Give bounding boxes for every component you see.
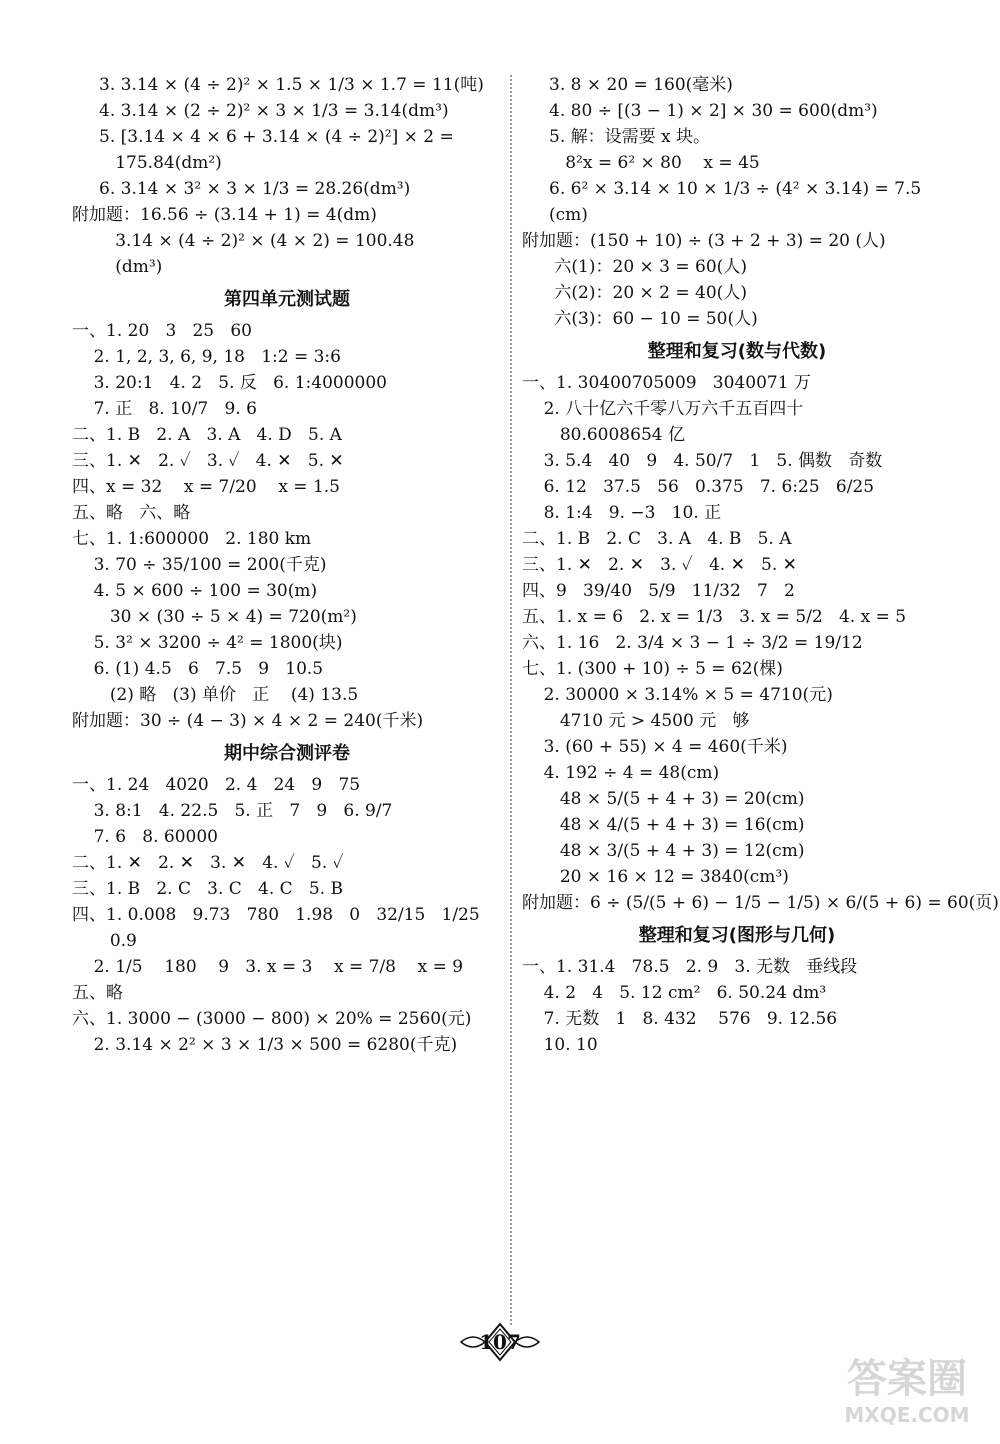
answer-line: 10. 10 bbox=[522, 1035, 598, 1055]
answer-line: 175.84(dm²) bbox=[72, 153, 222, 173]
answer-line: 二、1. B 2. C 3. A 4. B 5. A bbox=[522, 529, 792, 549]
answer-line: 30 × (30 ÷ 5 × 4) = 720(m²) bbox=[72, 607, 357, 627]
answer-line: 3. 8 × 20 = 160(毫米) bbox=[522, 75, 733, 95]
answer-line: 二、1. ✕ 2. ✕ 3. ✕ 4. ✓ 5. ✓ bbox=[72, 853, 344, 873]
answer-line: 2. 八十亿六千零八万六千五百四十 bbox=[522, 399, 804, 419]
answer-line: 七、1. 1:600000 2. 180 km bbox=[72, 529, 312, 549]
answer-line: 5. 解：设需要 x 块。 bbox=[522, 127, 711, 147]
answer-line: 六、1. 3000 − (3000 − 800) × 20% = 2560(元) bbox=[72, 1009, 472, 1029]
answer-line: 20 × 16 × 12 = 3840(cm³) bbox=[522, 867, 789, 887]
answer-line: 4. 2 4 5. 12 cm² 6. 50.24 dm³ bbox=[522, 983, 827, 1003]
answer-line: 附加题：30 ÷ (4 − 3) × 4 × 2 = 240(千米) bbox=[72, 711, 424, 731]
answer-line: 48 × 4/(5 + 4 + 3) = 16(cm) bbox=[522, 815, 805, 835]
answer-line: 5. 3² × 3200 ÷ 4² = 1800(块) bbox=[72, 633, 343, 653]
answer-line: 3. 5.4 40 9 4. 50/7 1 5. 偶数 奇数 bbox=[522, 451, 883, 471]
answer-line: (dm³) bbox=[72, 257, 163, 277]
answer-line: 4. 3.14 × (2 ÷ 2)² × 3 × 1/3 = 3.14(dm³) bbox=[72, 101, 449, 121]
answer-line: 6. 12 37.5 56 0.375 7. 6:25 6/25 bbox=[522, 477, 875, 497]
answer-line: (cm) bbox=[522, 205, 588, 225]
watermark-small: MXQE.COM bbox=[844, 1403, 970, 1427]
answer-line: 8²x = 6² × 80 x = 45 bbox=[522, 153, 760, 173]
answer-line: 7. 正 8. 10/7 9. 6 bbox=[72, 399, 257, 419]
answer-line: 一、1. 20 3 25 60 bbox=[72, 321, 252, 341]
answer-line: 附加题：16.56 ÷ (3.14 + 1) = 4(dm) bbox=[72, 205, 377, 225]
answer-line: 附加题：(150 + 10) ÷ (3 + 2 + 3) = 20 (人) bbox=[522, 231, 886, 251]
answer-line: 5. [3.14 × 4 × 6 + 3.14 × (4 ÷ 2)²] × 2 = bbox=[72, 127, 454, 147]
answer-line: 四、1. 0.008 9.73 780 1.98 0 32/15 1/25 bbox=[72, 905, 480, 925]
answer-line: 六、1. 16 2. 3/4 × 3 − 1 ÷ 3/2 = 19/12 bbox=[522, 633, 863, 653]
watermark-big: 答案圈 bbox=[847, 1356, 967, 1402]
answer-line: 五、1. x = 6 2. x = 1/3 3. x = 5/2 4. x = 5 bbox=[522, 607, 907, 627]
answer-line: 3.14 × (4 ÷ 2)² × (4 × 2) = 100.48 bbox=[72, 231, 415, 251]
answer-line: (2) 略 (3) 单价 正 (4) 13.5 bbox=[72, 685, 359, 705]
answer-line: 2. 30000 × 3.14% × 5 = 4710(元) bbox=[522, 685, 833, 705]
answer-line: 48 × 3/(5 + 4 + 3) = 12(cm) bbox=[522, 841, 805, 861]
section-heading: 第四单元测试题 bbox=[224, 289, 350, 310]
answer-line: 3. 20:1 4. 2 5. 反 6. 1:4000000 bbox=[72, 373, 387, 393]
answer-line: 2. 1/5 180 9 3. x = 3 x = 7/8 x = 9 bbox=[72, 957, 464, 977]
watermark-logo bbox=[832, 1356, 982, 1436]
answer-line: 五、略 六、略 bbox=[72, 503, 191, 523]
answer-line: 三、1. ✕ 2. ✓ 3. ✓ 4. ✕ 5. ✕ bbox=[72, 451, 344, 471]
answer-line: 7. 6 8. 60000 bbox=[72, 827, 218, 847]
answer-line: 一、1. 30400705009 3040071 万 bbox=[522, 373, 811, 393]
answer-line: 6. 3.14 × 3² × 3 × 1/3 = 28.26(dm³) bbox=[72, 179, 411, 199]
section-heading: 整理和复习(数与代数) bbox=[647, 341, 827, 362]
answer-line: 80.6008654 亿 bbox=[522, 425, 685, 445]
answer-line: 附加题：6 ÷ (5/(5 + 6) − 1/5 − 1/5) × 6/(5 + 6) = 60(页) bbox=[522, 893, 999, 913]
left-column bbox=[72, 72, 502, 1058]
answer-line: 4. 5 × 600 ÷ 100 = 30(m) bbox=[72, 581, 318, 601]
answer-line: 3. 70 ÷ 35/100 = 200(千克) bbox=[72, 555, 327, 575]
answer-line: 4. 192 ÷ 4 = 48(cm) bbox=[522, 763, 720, 783]
answer-line: 五、略 bbox=[72, 983, 123, 1003]
answer-line: 48 × 5/(5 + 4 + 3) = 20(cm) bbox=[522, 789, 805, 809]
page-number: 107 bbox=[479, 1330, 521, 1354]
answer-line: 二、1. B 2. A 3. A 4. D 5. A bbox=[72, 425, 342, 445]
answer-line: 2. 3.14 × 2² × 3 × 1/3 × 500 = 6280(千克) bbox=[72, 1035, 458, 1055]
answer-line: 8. 1:4 9. −3 10. 正 bbox=[522, 503, 722, 523]
answer-line: 一、1. 24 4020 2. 4 24 9 75 bbox=[72, 775, 361, 795]
right-column bbox=[522, 72, 999, 1058]
section-heading: 期中综合测评卷 bbox=[224, 743, 350, 764]
column-divider bbox=[510, 75, 512, 1325]
answer-line: 3. (60 + 55) × 4 = 460(千米) bbox=[522, 737, 788, 757]
answer-line: 4. 80 ÷ [(3 − 1) × 2] × 30 = 600(dm³) bbox=[522, 101, 878, 121]
answer-line: 三、1. B 2. C 3. C 4. C 5. B bbox=[72, 879, 343, 899]
answer-line: 0.9 bbox=[72, 931, 137, 951]
answer-line: 2. 1, 2, 3, 6, 9, 18 1:2 = 3:6 bbox=[72, 347, 341, 367]
answer-line: 四、x = 32 x = 7/20 x = 1.5 bbox=[72, 477, 340, 497]
section-heading: 整理和复习(图形与几何) bbox=[638, 925, 836, 946]
answer-line: 3. 3.14 × (4 ÷ 2)² × 1.5 × 1/3 × 1.7 = 11(吨) bbox=[72, 75, 484, 95]
answer-line: 六(2)：20 × 2 = 40(人) bbox=[522, 283, 747, 303]
answer-line: 三、1. ✕ 2. ✕ 3. ✓ 4. ✕ 5. ✕ bbox=[522, 555, 797, 575]
answer-line: 七、1. (300 + 10) ÷ 5 = 62(棵) bbox=[522, 659, 783, 679]
answer-line: 一、1. 31.4 78.5 2. 9 3. 无数 垂线段 bbox=[522, 957, 858, 977]
answer-line: 6. 6² × 3.14 × 10 × 1/3 ÷ (4² × 3.14) = 7.5 bbox=[522, 179, 922, 199]
answer-line: 四、9 39/40 5/9 11/32 7 2 bbox=[522, 581, 795, 601]
answer-line: 3. 8:1 4. 22.5 5. 正 7 9 6. 9/7 bbox=[72, 801, 393, 821]
answer-line: 六(1)：20 × 3 = 60(人) bbox=[522, 257, 747, 277]
answer-line: 六(3)：60 − 10 = 50(人) bbox=[522, 309, 758, 329]
answer-line: 6. (1) 4.5 6 7.5 9 10.5 bbox=[72, 659, 324, 679]
answer-line: 7. 无数 1 8. 432 576 9. 12.56 bbox=[522, 1009, 838, 1029]
page-footer bbox=[455, 1322, 545, 1362]
answer-line: 4710 元 > 4500 元 够 bbox=[522, 711, 750, 731]
